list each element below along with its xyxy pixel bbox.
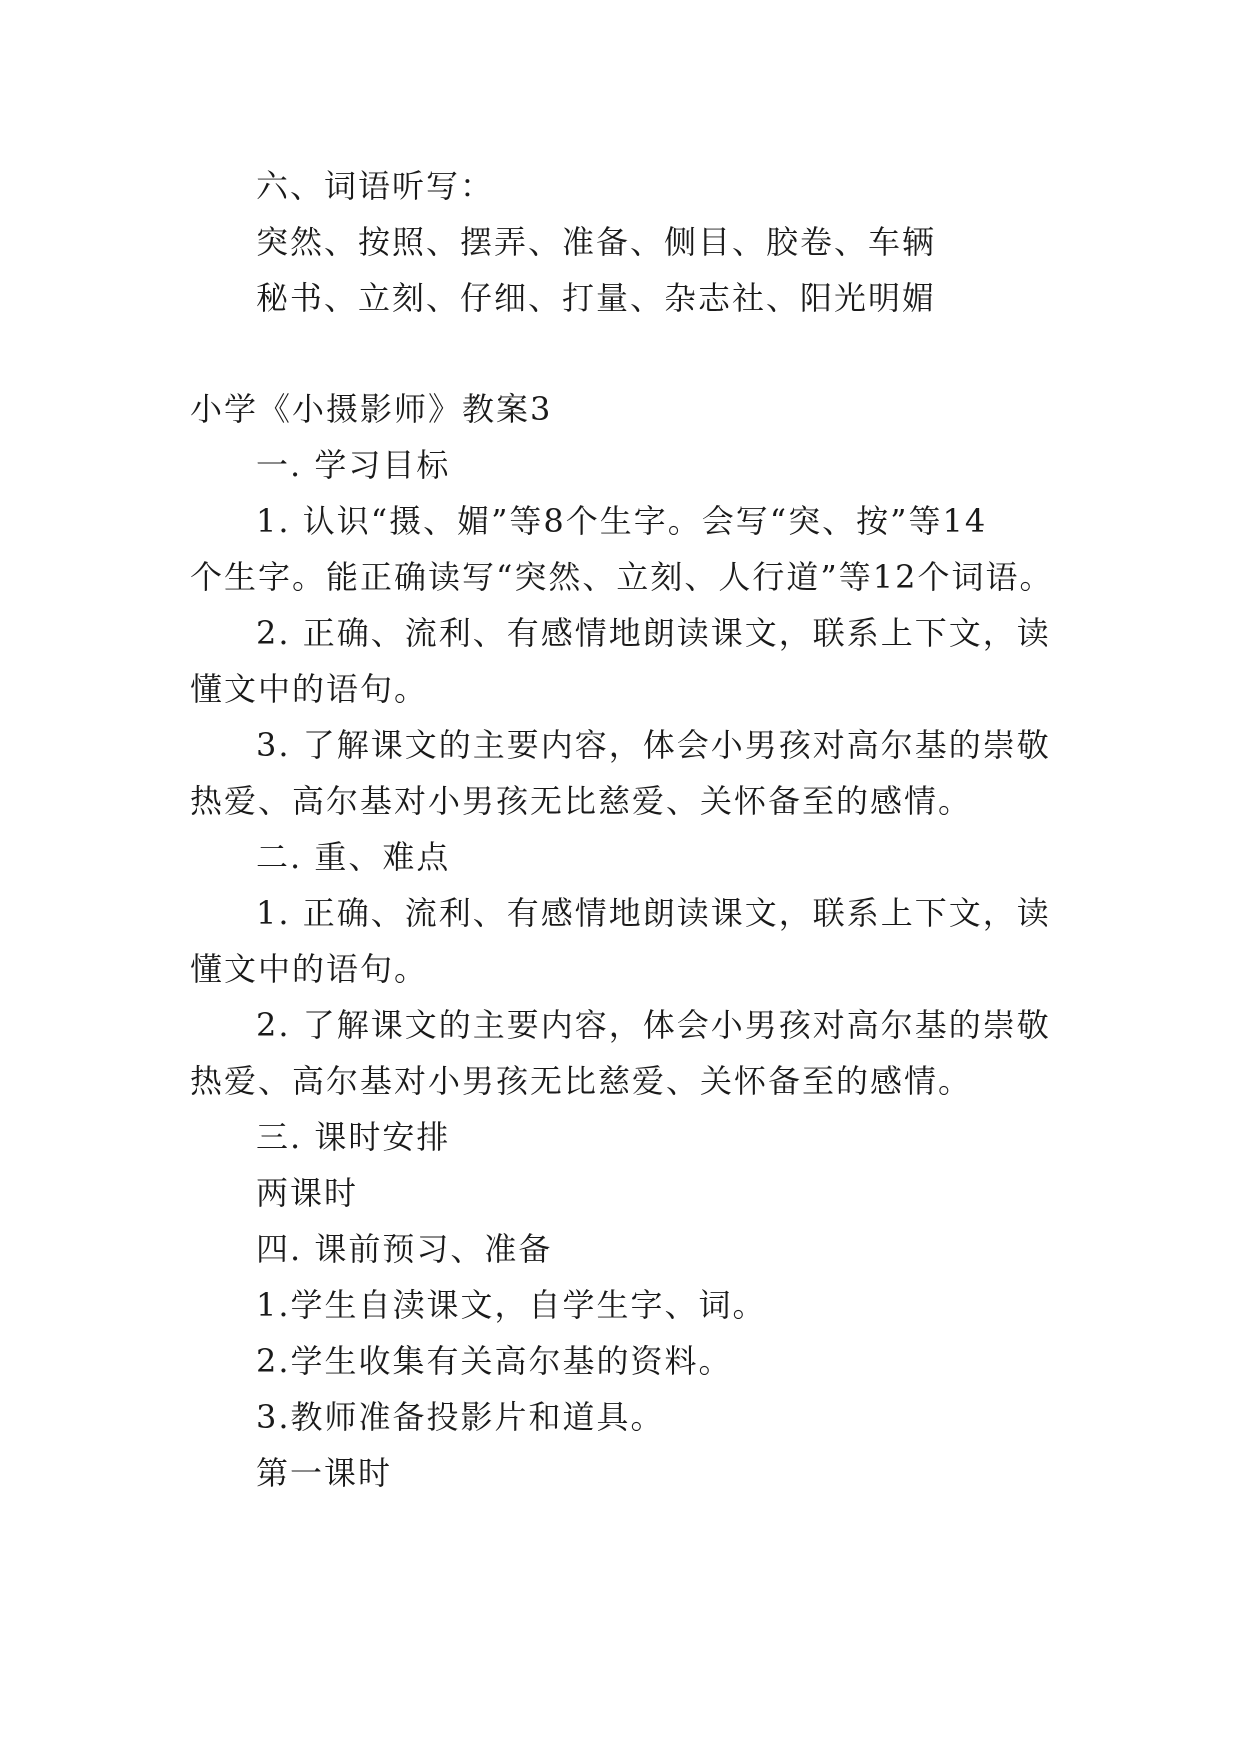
key-point-1-line2: 懂文中的语句。 (190, 950, 429, 988)
goal-1-line1: 1. 认识“摄、媚”等8个生字。会写“突、按”等14 (256, 502, 988, 540)
preparation-item-2: 2.学生收集有关高尔基的资料。 (256, 1342, 733, 1380)
first-period-heading: 第一课时 (256, 1454, 393, 1492)
goal-2-line1: 2. 正确、流利、有感情地朗读课文，联系上下文，读 (256, 614, 1051, 652)
key-point-2-line2: 热爱、高尔基对小男孩无比慈爱、关怀备至的感情。 (190, 1062, 973, 1100)
schedule-heading: 三. 课时安排 (256, 1118, 451, 1156)
key-points-heading: 二. 重、难点 (256, 838, 451, 876)
goal-3-line1: 3. 了解课文的主要内容，体会小男孩对高尔基的崇敬 (256, 726, 1051, 764)
preparation-heading: 四. 课前预习、准备 (256, 1230, 553, 1268)
goal-2-line2: 懂文中的语句。 (190, 670, 429, 708)
dictation-words-line1: 突然、按照、摆弄、准备、侧目、胶卷、车辆 (256, 223, 937, 261)
section6-heading: 六、词语听写： (256, 167, 495, 205)
key-point-1-line1: 1. 正确、流利、有感情地朗读课文，联系上下文，读 (256, 894, 1051, 932)
goals-heading: 一. 学习目标 (256, 446, 451, 484)
goal-1-line2: 个生字。能正确读写“突然、立刻、人行道”等12个词语。 (190, 558, 1054, 596)
preparation-item-3: 3.教师准备投影片和道具。 (256, 1398, 665, 1436)
goal-3-line2: 热爱、高尔基对小男孩无比慈爱、关怀备至的感情。 (190, 782, 973, 820)
key-point-2-line1: 2. 了解课文的主要内容，体会小男孩对高尔基的崇敬 (256, 1006, 1051, 1044)
schedule-value: 两课时 (256, 1174, 359, 1212)
preparation-item-1: 1.学生自渎课文，自学生字、词。 (256, 1286, 767, 1324)
lesson-title: 小学《小摄影师》教案3 (190, 390, 553, 428)
dictation-words-line2: 秘书、立刻、仔细、打量、杂志社、阳光明媚 (256, 279, 937, 317)
